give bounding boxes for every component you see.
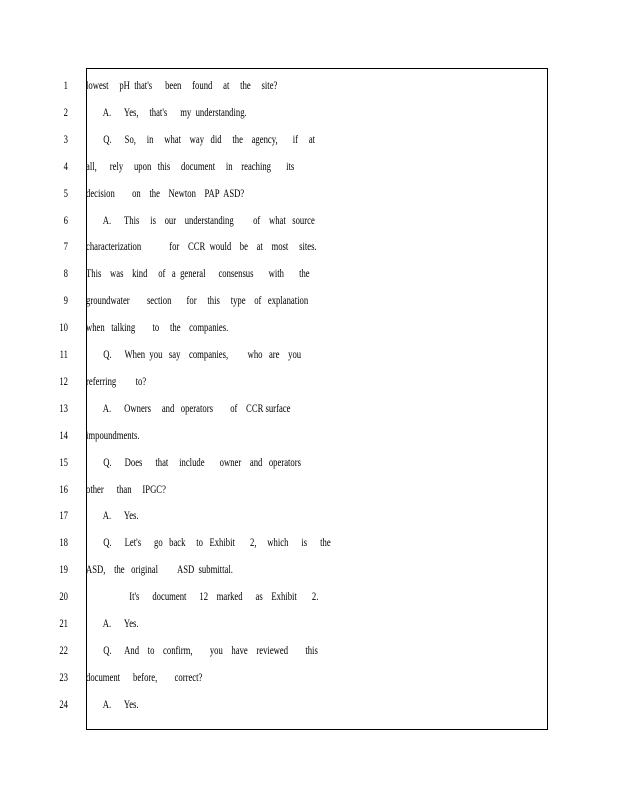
line-text: characterization for CCR would be at most sites. [86,239,317,254]
line-text: decision on the Newton PAP ASD? [86,185,245,200]
transcript-line [0,129,618,149]
line-number: 24 [59,696,68,711]
transcript-line [0,236,618,256]
transcript-line [0,532,618,552]
line-text: impoundments. [86,427,140,442]
transcript-line [0,290,618,310]
line-number: 23 [59,669,68,684]
transcript-line [0,102,618,122]
transcript-line [0,263,618,283]
transcript-line [0,398,618,418]
line-number: 8 [63,266,68,281]
line-number: 6 [63,212,68,227]
line-number: 1 [63,78,68,92]
transcript-line [0,210,618,230]
line-text: lowest pH that's been found at the site? [86,78,278,92]
transcript-line [0,586,618,606]
transcript-line [0,156,618,176]
line-text: ASD, the original ASD submittal. [86,562,233,577]
transcript-line [0,479,618,499]
line-number: 13 [59,400,68,415]
transcript-line [0,75,618,95]
line-text: A. Owners and operators of CCR surface [86,400,291,415]
transcript-line [0,694,618,714]
transcript-line [0,371,618,391]
line-number: 17 [59,508,68,523]
line-number: 4 [63,158,68,173]
line-number: 20 [59,589,68,604]
line-text: A. Yes. [86,696,139,711]
line-text: referring to? [86,373,147,388]
transcript-line [0,559,618,579]
transcript-line [0,613,618,633]
line-text: Q. So, in what way did the agency, if at [86,131,316,146]
transcript-line [0,317,618,337]
line-number: 5 [63,185,68,200]
line-number: 7 [63,239,68,254]
line-number: 2 [63,104,68,119]
line-number: 10 [59,320,68,335]
transcript-line [0,425,618,445]
transcript-line [0,640,618,660]
line-number: 21 [59,616,68,630]
line-number: 11 [59,347,68,361]
line-text: This was kind of a general consensus with the [86,266,310,281]
line-text: Q. Does that include owner and operators [86,454,301,469]
line-text: other than IPGC? [86,481,166,496]
line-text: Q. Let's go back to Exhibit 2, which is the [86,535,331,550]
line-number: 3 [63,131,68,146]
line-text: A. Yes, that's my understanding. [86,104,247,119]
line-text: Q. When you say companies, who are you [86,347,302,361]
line-text: groundwater section for this type of explanation [86,293,309,308]
transcript-line [0,505,618,525]
line-number: 14 [59,427,68,442]
line-text: document before, correct? [86,669,203,684]
line-text: A. This is our understanding of what source [86,212,315,227]
line-number: 18 [59,535,68,550]
line-text: It's document 12 marked as Exhibit 2. [86,589,319,604]
line-number: 22 [59,642,68,657]
line-text: Q. And to confirm, you have reviewed this [86,642,318,657]
line-number: 9 [63,293,68,308]
transcript-line [0,452,618,472]
transcript-line [0,344,618,364]
line-number: 15 [59,454,68,469]
line-text: when talking to the companies. [86,320,229,335]
line-text: all, rely upon this document in reaching its [86,158,295,173]
line-number: 19 [59,562,68,577]
transcript-line [0,183,618,203]
line-number: 16 [59,481,68,496]
line-number: 12 [59,373,68,388]
transcript-line [0,667,618,687]
line-text: A. Yes. [86,616,139,630]
line-text: A. Yes. [86,508,139,523]
